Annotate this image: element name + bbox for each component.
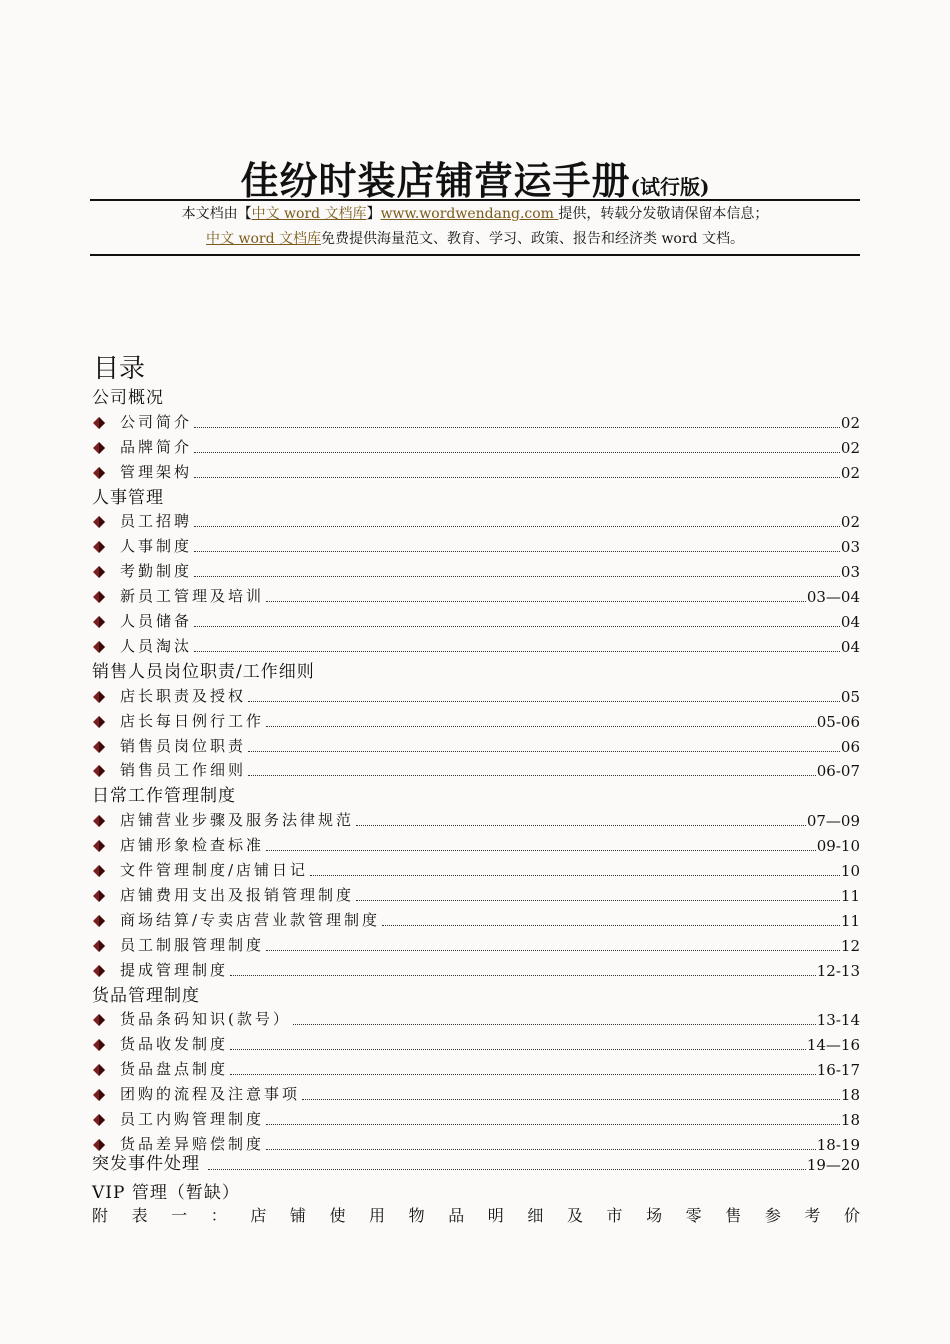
dot-leader xyxy=(230,974,816,976)
diamond-bullet-icon xyxy=(92,912,120,930)
appendix-line[interactable] xyxy=(92,1203,860,1226)
toc-entry-label: 销售员工作细则 xyxy=(120,761,247,779)
dot-leader xyxy=(248,700,840,702)
page-number: 05 xyxy=(840,688,860,706)
diamond-bullet-icon xyxy=(92,962,120,980)
dot-leader xyxy=(382,924,840,926)
toc-entry-label: 销售员岗位职责 xyxy=(120,737,247,755)
appendix-char: 零 xyxy=(685,1206,702,1225)
page-number: 11 xyxy=(840,912,860,930)
diamond-bullet-icon xyxy=(92,713,120,731)
toc-entry-label: 店铺营业步骤及服务法律规范 xyxy=(120,811,355,829)
page-number: 05-06 xyxy=(816,713,860,731)
diamond-bullet-icon xyxy=(92,837,120,855)
toc-entry[interactable] xyxy=(92,534,860,556)
dot-leader xyxy=(194,476,840,478)
dot-leader xyxy=(266,725,816,727)
diamond-bullet-icon xyxy=(92,688,120,706)
info-line-1: 本文档由【中文 word 文档库】www.wordwendang.com 提供，转载分发敬请保留本信息； xyxy=(181,206,769,222)
toc-entry[interactable] xyxy=(92,1107,860,1129)
diamond-bullet-icon xyxy=(92,1086,120,1104)
toc-heading: 目录 xyxy=(93,354,146,384)
toc-entry-label: 文件管理制度/店铺日记 xyxy=(120,861,309,879)
page-number: 12 xyxy=(840,937,860,955)
toc-section-title[interactable]: 公司概况 xyxy=(92,388,164,408)
diamond-bullet-icon xyxy=(92,513,120,531)
page-number: 18 xyxy=(840,1086,860,1104)
toc-entry-label: 人员储备 xyxy=(120,612,193,630)
diamond-bullet-icon xyxy=(92,588,120,606)
diamond-bullet-icon xyxy=(92,638,120,656)
toc-entry-label: 货品差异赔偿制度 xyxy=(120,1135,265,1153)
toc-entry[interactable] xyxy=(92,460,860,482)
toc-entry[interactable] xyxy=(92,1132,860,1154)
toc-entry-label: 员工内购管理制度 xyxy=(120,1110,265,1128)
toc-entry-label: 人事制度 xyxy=(120,537,193,555)
appendix-char: 使 xyxy=(329,1206,346,1225)
website-link[interactable]: www.wordwendang.com xyxy=(380,206,559,222)
toc-entry-label: 考勤制度 xyxy=(120,562,193,580)
appendix-char: 明 xyxy=(487,1206,504,1225)
appendix-char: 及 xyxy=(566,1206,583,1225)
dot-leader xyxy=(208,1169,806,1170)
diamond-bullet-icon xyxy=(92,812,120,830)
page-number: 03—04 xyxy=(806,588,860,606)
diamond-bullet-icon xyxy=(92,439,120,457)
dot-leader xyxy=(194,575,840,577)
appendix-char: 物 xyxy=(408,1206,425,1225)
toc-entry-label: 提成管理制度 xyxy=(120,961,229,979)
library-link-2[interactable]: 中文 word 文档库 xyxy=(206,231,321,247)
toc-entry-label: 新员工管理及培训 xyxy=(120,587,265,605)
toc-entry[interactable] xyxy=(92,709,860,731)
toc-entry-label: 员工招聘 xyxy=(120,512,193,530)
appendix-char: 表 xyxy=(131,1206,148,1225)
toc-entry-label: 商场结算/专卖店营业款管理制度 xyxy=(120,911,381,929)
diamond-bullet-icon xyxy=(92,1111,120,1129)
toc-entry[interactable] xyxy=(92,435,860,457)
appendix-char: ： xyxy=(210,1206,227,1225)
appendix-char: 品 xyxy=(448,1206,465,1225)
toc-entry-label: 货品条码知识(款号） xyxy=(120,1010,291,1028)
appendix-char: 一 xyxy=(171,1206,188,1225)
page-number: 14—16 xyxy=(806,1036,860,1054)
diamond-bullet-icon xyxy=(92,538,120,556)
page-number: 10 xyxy=(840,862,860,880)
toc-entry-label: 店长每日例行工作 xyxy=(120,712,265,730)
header-rule-bottom xyxy=(90,254,860,256)
page-number: 02 xyxy=(840,464,860,482)
dot-leader xyxy=(230,1048,806,1050)
dot-leader xyxy=(194,525,840,527)
toc-entry-label: 公司简介 xyxy=(120,413,193,431)
toc-section-title[interactable]: 人事管理 xyxy=(92,488,164,508)
appendix-char: 场 xyxy=(646,1206,663,1225)
dot-leader xyxy=(266,849,816,851)
appendix-char: 细 xyxy=(527,1206,544,1225)
toc-section-title[interactable]: 日常工作管理制度 xyxy=(92,786,236,806)
dot-leader xyxy=(266,949,840,951)
page-number: 04 xyxy=(840,613,860,631)
toc-entry-label: 店铺费用支出及报销管理制度 xyxy=(120,886,355,904)
dot-leader xyxy=(230,1073,816,1075)
dot-leader xyxy=(194,550,840,552)
toc-entry[interactable] xyxy=(92,1007,860,1029)
toc-entry-label: 货品收发制度 xyxy=(120,1035,229,1053)
toc-section-emergency[interactable] xyxy=(92,1152,860,1174)
dot-leader xyxy=(310,874,840,876)
title-sub: (试行版) xyxy=(630,175,710,199)
diamond-bullet-icon xyxy=(92,464,120,482)
toc-entry[interactable] xyxy=(92,858,860,880)
toc-entry[interactable] xyxy=(92,410,860,432)
toc-section-title[interactable]: 货品管理制度 xyxy=(92,986,200,1006)
page-number: 03 xyxy=(840,538,860,556)
dot-leader xyxy=(194,625,840,627)
page-number: 02 xyxy=(840,513,860,531)
toc-entry[interactable] xyxy=(92,1032,860,1054)
toc-section-title[interactable]: 销售人员岗位职责/工作细则 xyxy=(92,662,315,682)
dot-leader xyxy=(356,824,806,826)
page-number: 06-07 xyxy=(816,762,860,780)
page-number: 09-10 xyxy=(816,837,860,855)
dot-leader xyxy=(194,650,840,652)
page-number: 19—20 xyxy=(806,1156,860,1174)
toc-entry-label: 品牌简介 xyxy=(120,438,193,456)
toc-entry-label: 店铺形象检查标准 xyxy=(120,836,265,854)
appendix-char: 附 xyxy=(92,1206,109,1225)
toc-entry[interactable] xyxy=(92,559,860,581)
appendix-char: 铺 xyxy=(289,1206,306,1225)
appendix-char: 考 xyxy=(804,1206,821,1225)
diamond-bullet-icon xyxy=(92,887,120,905)
page-number: 04 xyxy=(840,638,860,656)
dot-leader xyxy=(194,426,840,428)
page-number: 16-17 xyxy=(816,1061,860,1079)
dot-leader xyxy=(356,899,840,901)
toc-entry[interactable] xyxy=(92,908,860,930)
toc-entry[interactable] xyxy=(92,933,860,955)
toc-entry[interactable] xyxy=(92,509,860,531)
toc-entry[interactable] xyxy=(92,1082,860,1104)
appendix-char: 用 xyxy=(369,1206,386,1225)
page-number: 02 xyxy=(840,439,860,457)
page-number: 18 xyxy=(840,1111,860,1129)
page-number: 03 xyxy=(840,563,860,581)
dot-leader xyxy=(293,1023,816,1025)
page-number: 12-13 xyxy=(816,962,860,980)
dot-leader xyxy=(266,1148,816,1150)
toc-entry[interactable] xyxy=(92,684,860,706)
dot-leader xyxy=(302,1098,840,1100)
toc-entry-label: 人员淘汰 xyxy=(120,637,193,655)
diamond-bullet-icon xyxy=(92,563,120,581)
appendix-char: 售 xyxy=(725,1206,742,1225)
toc-entry[interactable] xyxy=(92,1057,860,1079)
toc-entry[interactable] xyxy=(92,584,860,606)
appendix-char: 价 xyxy=(843,1206,860,1225)
library-link[interactable]: 中文 word 文档库 xyxy=(251,206,367,222)
page-number: 13-14 xyxy=(816,1011,860,1029)
diamond-bullet-icon xyxy=(92,613,120,631)
diamond-bullet-icon xyxy=(92,414,120,432)
appendix-char: 店 xyxy=(250,1206,267,1225)
section-title: 突发事件处理 xyxy=(92,1154,200,1174)
toc-entry[interactable] xyxy=(92,734,860,756)
toc-entry[interactable] xyxy=(92,808,860,830)
toc-entry-label: 团购的流程及注意事项 xyxy=(120,1085,301,1103)
dot-leader xyxy=(248,750,840,752)
page-number: 02 xyxy=(840,414,860,432)
appendix-char: 参 xyxy=(764,1206,781,1225)
diamond-bullet-icon xyxy=(92,937,120,955)
diamond-bullet-icon xyxy=(92,1011,120,1029)
toc-section-vip[interactable]: VIP 管理（暂缺） xyxy=(92,1183,240,1203)
toc-entry[interactable] xyxy=(92,758,860,780)
header-rule-top xyxy=(90,199,860,201)
toc-entry[interactable] xyxy=(92,609,860,631)
appendix-char: 市 xyxy=(606,1206,623,1225)
page-number: 07—09 xyxy=(806,812,860,830)
toc-entry[interactable] xyxy=(92,833,860,855)
page-number: 18-19 xyxy=(816,1136,860,1154)
page-number: 11 xyxy=(840,887,860,905)
toc-entry-label: 员工制服管理制度 xyxy=(120,936,265,954)
dot-leader xyxy=(194,451,840,453)
dot-leader xyxy=(266,1123,840,1125)
toc-entry-label: 货品盘点制度 xyxy=(120,1060,229,1078)
dot-leader xyxy=(266,600,806,602)
title-main: 佳纷时装店铺营运手册 xyxy=(240,158,631,203)
diamond-bullet-icon xyxy=(92,762,120,780)
page-number: 06 xyxy=(840,738,860,756)
diamond-bullet-icon xyxy=(92,1036,120,1054)
info-line-2: 中文 word 文档库免费提供海量范文、教育、学习、政策、报告和经济类 word 文档。 xyxy=(206,231,744,247)
toc-entry[interactable] xyxy=(92,634,860,656)
diamond-bullet-icon xyxy=(92,1061,120,1079)
toc-entry[interactable] xyxy=(92,958,860,980)
toc-entry-label: 管理架构 xyxy=(120,463,193,481)
document-title xyxy=(0,150,950,205)
dot-leader xyxy=(248,774,816,776)
toc-entry-label: 店长职责及授权 xyxy=(120,687,247,705)
diamond-bullet-icon xyxy=(92,738,120,756)
diamond-bullet-icon xyxy=(92,862,120,880)
toc-entry[interactable] xyxy=(92,883,860,905)
